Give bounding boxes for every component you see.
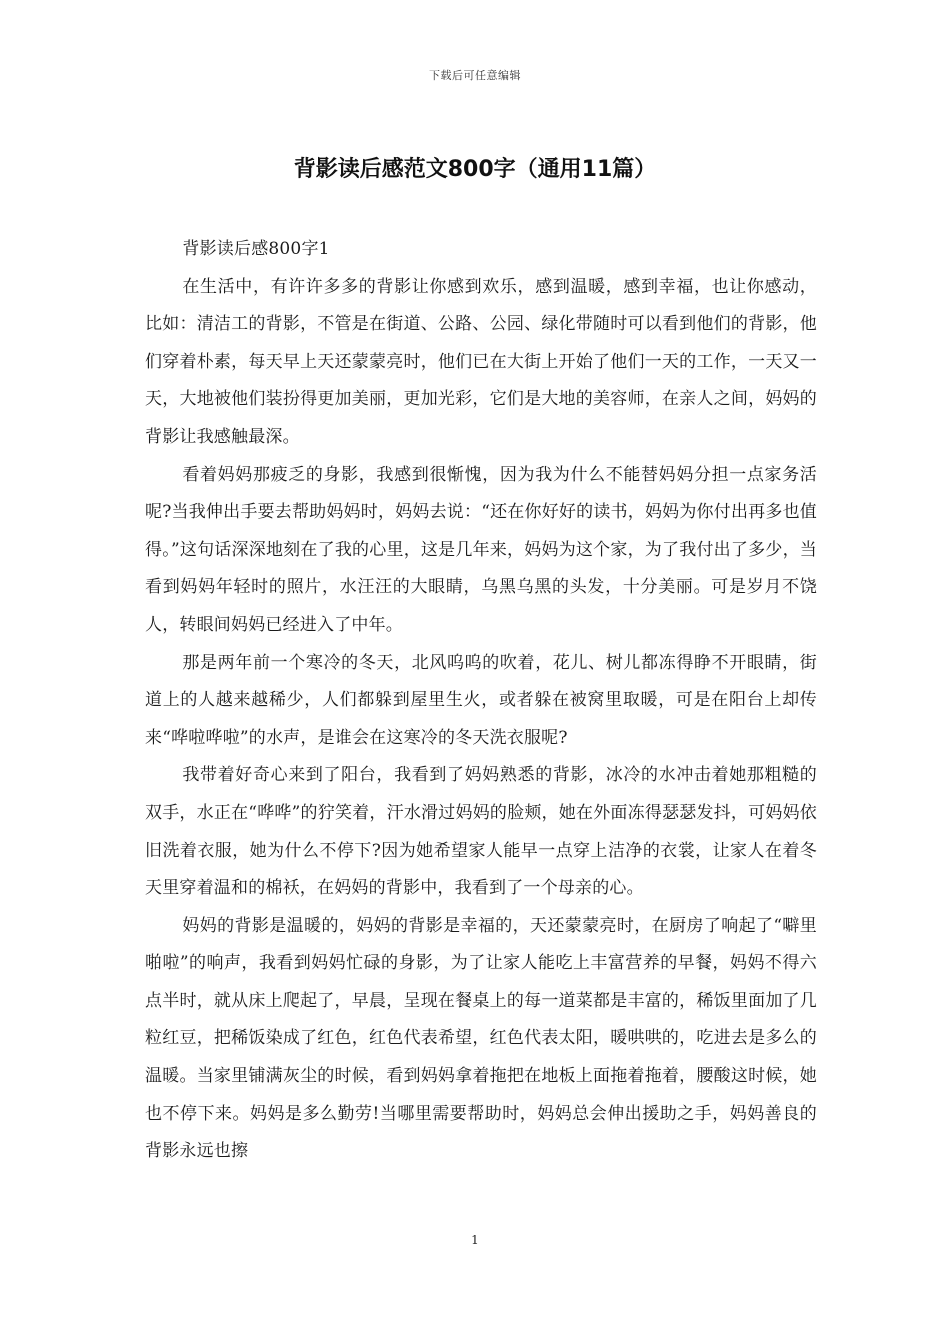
paragraph: 我带着好奇心来到了阳台，我看到了妈妈熟悉的背影，冰冷的水冲击着她那粗糙的双手，水正在“哗哗”的狞笑着，汗水滑过妈妈的脸颊，她在外面冻得瑟瑟发抖，可妈妈依旧洗着衣服，她为什么不停下?因为她希望家人能早一点穿上洁净的衣裳，让家人在着冬天里穿着温和的棉袄，在妈妈的背影中，我看到了一个母亲的心。: [145, 765, 817, 899]
document-title: 背影读后感范文800字（通用11篇）: [293, 157, 657, 182]
paragraph: 妈妈的背影是温暖的，妈妈的背影是幸福的，天还蒙蒙亮时，在厨房了响起了“噼里啪啦”的响声，我看到妈妈忙碌的身影，为了让家人能吃上丰富营养的早餐，妈妈不得六点半时，就从床上爬起了，早晨，呈现在餐桌上的每一道菜都是丰富的，稀饭里面加了几粒红豆，把稀饭染成了红色，红色代表希望，红色代表太阳，暖哄哄的，吃进去是多么的温暖。当家里铺满灰尘的时候，看到妈妈拿着拖把在地板上面拖着拖着，腰酸这时候，她也不停下来。妈妈是多么勤劳!当哪里需要帮助时，妈妈总会伸出援助之手，妈妈善良的背影永远也擦: [145, 915, 817, 1162]
paragraph: 那是两年前一个寒冷的冬天，北风呜呜的吹着，花儿、树儿都冻得睁不开眼睛，街道上的人越来越稀少，人们都躲到屋里生火，或者躲在被窝里取暖，可是在阳台上却传来“哗啦哗啦”的水声，是谁会在这寒冷的冬天洗衣服呢?: [145, 652, 817, 748]
paragraph: 看着妈妈那疲乏的身影，我感到很惭愧，因为我为什么不能替妈妈分担一点家务活呢?当我伸出手要去帮助妈妈时，妈妈去说：“还在你好好的读书，妈妈为你付出再多也值得。”这句话深深地刻在了我的心里，这是几年来，妈妈为这个家，为了我付出了多少，当看到妈妈年轻时的照片，水汪汪的大眼睛，乌黑乌黑的头发，十分美丽。可是岁月不饶人，转眼间妈妈已经进入了中年。: [145, 464, 817, 635]
document-body: [145, 231, 817, 1171]
header-note: 下载后可任意编辑: [429, 69, 521, 82]
section-heading: 背影读后感800字1: [182, 239, 330, 259]
paragraph: 在生活中，有许许多多的背影让你感到欢乐，感到温暖，感到幸福，也让你感动，比如：清洁工的背影，不管是在街道、公路、公园、绿化带随时可以看到他们的背影，他们穿着朴素，每天早上天还蒙蒙亮时，他们已在大街上开始了他们一天的工作，一天又一天，大地被他们装扮得更加美丽，更加光彩，它们是大地的美容师，在亲人之间，妈妈的背影让我感触最深。: [145, 276, 817, 447]
page-number: 1: [471, 1233, 479, 1247]
